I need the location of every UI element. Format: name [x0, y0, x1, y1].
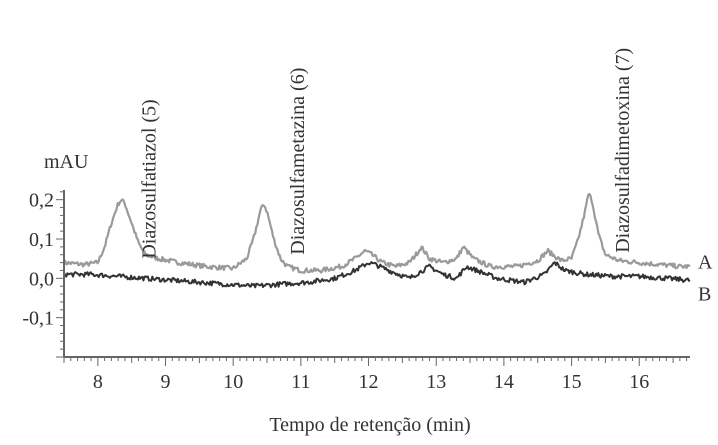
peak-annotation-7: Diazosulfadimetoxina (7): [612, 47, 635, 253]
y-tick-label: -0,1: [22, 307, 54, 330]
x-tick-label: 13: [426, 371, 447, 393]
x-tick-label: 9: [160, 371, 171, 393]
peak-annotation-6: Diazosulfametazina (6): [287, 67, 310, 255]
x-tick-label: 10: [223, 371, 244, 393]
series-label-b: B: [698, 283, 712, 306]
y-tick-label: 0,2: [29, 189, 54, 212]
y-axis-label: mAU: [44, 151, 89, 173]
x-tick-label: 8: [92, 371, 103, 393]
series-line-b: [64, 262, 690, 287]
y-tick-label: 0,1: [29, 229, 54, 251]
x-tick-label: 12: [358, 371, 379, 393]
x-tick-label: 11: [291, 371, 311, 393]
x-tick-label: 15: [561, 371, 582, 393]
x-axis-label: Tempo de retenção (min): [269, 414, 471, 436]
x-tick-label: 16: [629, 371, 650, 393]
series-label-a: A: [698, 251, 713, 274]
x-tick-label: 14: [493, 371, 514, 393]
peak-annotation-5: Diazosulfatiazol (5): [138, 99, 161, 259]
y-tick-label: 0,0: [29, 268, 54, 291]
